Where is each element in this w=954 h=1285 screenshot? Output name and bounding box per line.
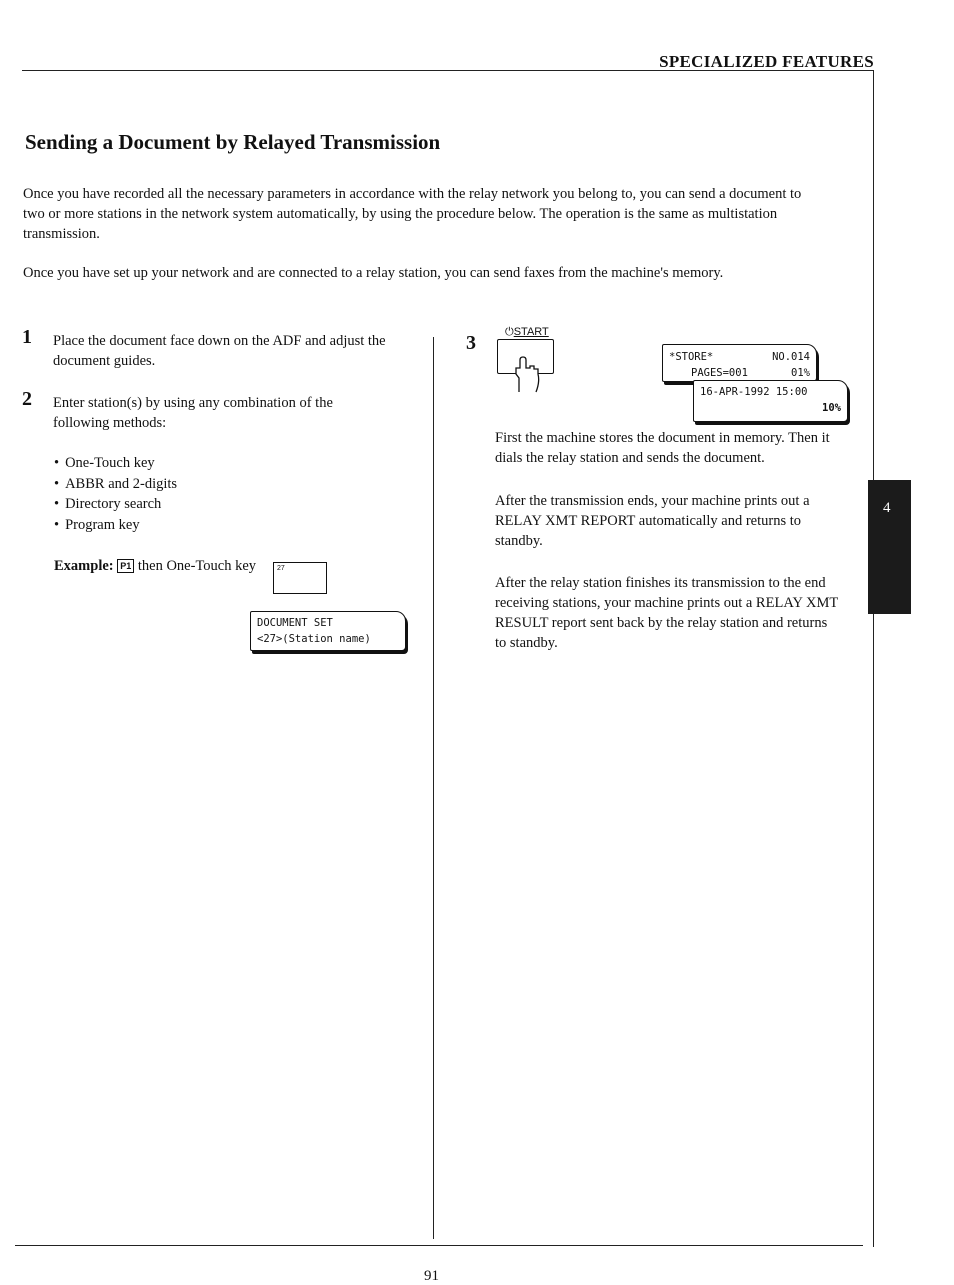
- right-border: [873, 71, 874, 1247]
- intro-paragraph-1: Once you have recorded all the necessary parameters in accordance with the relay network you belong to, you can send a document to two or more stations in the network system automatically, by using the procedure below. The operation is the same as multistation transmission.: [23, 186, 802, 242]
- list-item: • One-Touch key: [54, 453, 177, 474]
- lcd-display-store: [662, 344, 817, 382]
- method-list: [54, 453, 177, 535]
- page-title: Sending a Document by Relayed Transmission: [25, 130, 441, 154]
- lcd-progress: 10%: [822, 402, 841, 414]
- key-number: 27: [277, 565, 285, 572]
- lcd-line-2: <27>(Station name): [257, 633, 371, 645]
- lcd-pages: PAGES=001: [691, 367, 748, 379]
- step-1-text: Place the document face down on the ADF and adjust the document guides.: [53, 333, 386, 369]
- example-text: then One-Touch key: [137, 558, 257, 574]
- step-1-number: 1: [22, 326, 32, 348]
- lcd-store-number: NO.014: [772, 351, 810, 363]
- step-3-paragraph-1: First the machine stores the document in memory. Then it dials the relay station and sends the document.: [495, 430, 830, 466]
- footer-rule: [15, 1245, 863, 1246]
- step-3-paragraph-2: After the transmission ends, your machine prints out a RELAY XMT REPORT automatically and returns to standby.: [495, 493, 810, 549]
- lcd-display-document-set: [250, 611, 406, 651]
- intro-paragraph-2: Once you have set up your network and are connected to a relay station, you can send faxes from the machine's memory.: [23, 265, 724, 281]
- start-label: ⏻START: [505, 326, 549, 338]
- lcd-memory-percent: 01%: [791, 367, 810, 379]
- list-item: • Program key: [54, 515, 177, 536]
- one-touch-key-icon: [273, 562, 327, 594]
- step-2-text: Enter station(s) by using any combination of the following methods:: [53, 395, 333, 431]
- p1-key-icon: P1: [117, 559, 134, 573]
- example-label: Example:: [54, 558, 114, 574]
- list-item: • Directory search: [54, 494, 177, 515]
- power-icon: ⏻: [505, 326, 514, 338]
- chapter-number: 4: [883, 500, 891, 516]
- pointing-hand-icon: [510, 356, 546, 394]
- list-item: • ABBR and 2-digits: [54, 474, 177, 495]
- step-3-number: 3: [466, 332, 476, 354]
- step-2-number: 2: [22, 388, 32, 410]
- lcd-display-date: [693, 380, 848, 422]
- lcd-store-label: *STORE*: [669, 351, 714, 363]
- page-number: 91: [424, 1268, 439, 1284]
- step-3-paragraph-3: After the relay station finishes its transmission to the end receiving stations, your machine prints out a RELAY XMT RESULT report sent back by the relay station and returns to standby.: [495, 575, 838, 651]
- lcd-line-1: DOCUMENT SET: [257, 617, 333, 629]
- example-line: [54, 558, 256, 575]
- header-rule: [22, 70, 874, 71]
- column-divider: [433, 337, 434, 1239]
- section-header: SPECIALIZED FEATURES: [659, 52, 874, 71]
- lcd-date-line: 16-APR-1992 15:00: [700, 386, 808, 398]
- chapter-tab: [868, 480, 911, 614]
